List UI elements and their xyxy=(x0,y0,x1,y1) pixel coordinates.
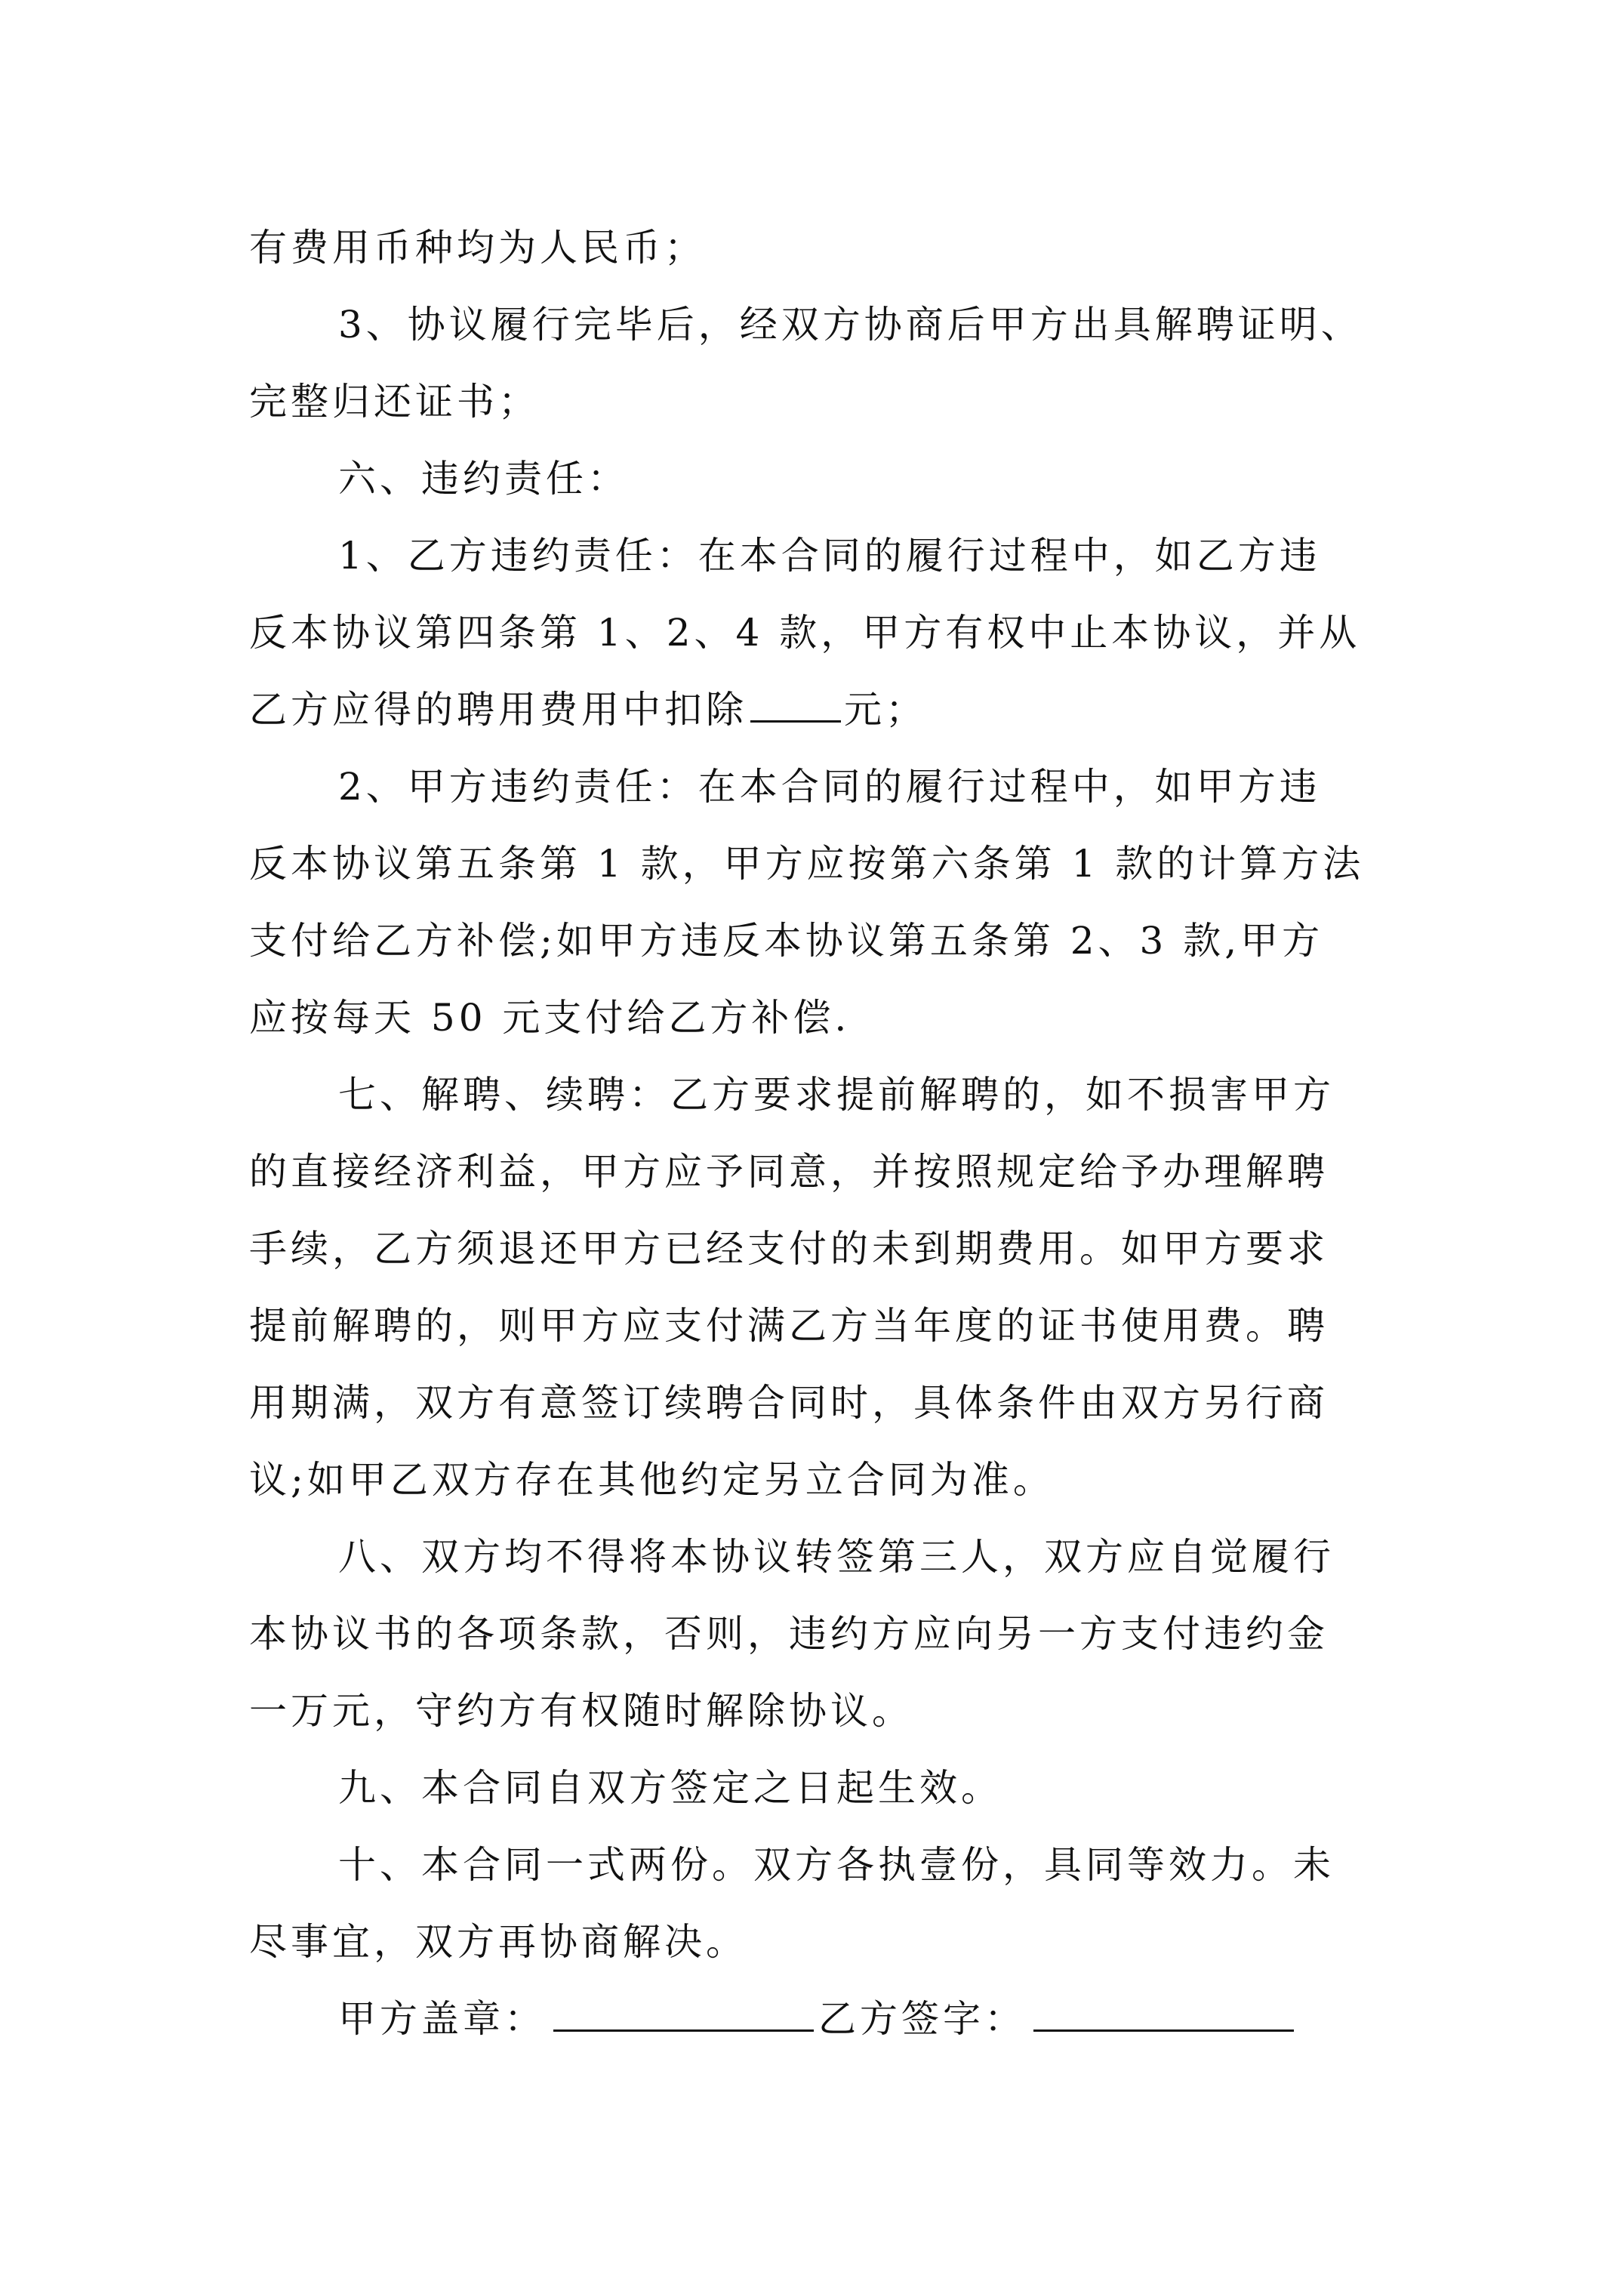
party-a-seal-blank xyxy=(553,1990,814,2032)
text-line: 有费用币种均为人民币； xyxy=(249,226,706,270)
party-a-seal-label: 甲方盖章： xyxy=(338,1997,546,2041)
text-line: 应按每天 50 元支付给乙方补偿. xyxy=(249,996,851,1040)
text-line: 尽事宜，双方再协商解决。 xyxy=(249,1920,747,1964)
text-line: 提前解聘的，则甲方应支付满乙方当年度的证书使用费。聘 xyxy=(249,1304,1329,1348)
section-heading: 六、违约责任： xyxy=(338,457,629,501)
text-line: 反本协议第五条第 1 款，甲方应按第六条第 1 款的计算方法 xyxy=(249,842,1365,886)
text-line-with-blank xyxy=(249,672,1419,747)
section-heading: 七、解聘、续聘：乙方要求提前解聘的，如不损害甲方 xyxy=(338,1073,1335,1117)
text-segment: 乙方应得的聘用费用中扣除 xyxy=(249,688,747,732)
amount-blank xyxy=(750,681,841,723)
text-segment: 元； xyxy=(844,688,927,732)
party-b-signature-label: 乙方签字： xyxy=(818,1997,1026,2041)
text-line: 一万元，守约方有权随时解除协议。 xyxy=(249,1689,913,1733)
text-line: 手续，乙方须退还甲方已经支付的未到期费用。如甲方要求 xyxy=(249,1227,1329,1271)
section-heading: 九、本合同自双方签定之日起生效。 xyxy=(338,1766,1002,1810)
text-line: 反本协议第四条第 1、2、4 款，甲方有权中止本协议，并从 xyxy=(249,611,1361,655)
signature-line xyxy=(338,1981,1508,2057)
text-line: 支付给乙方补偿;如甲方违反本协议第五条第 2、3 款,甲方 xyxy=(249,919,1324,963)
text-line: 完整归还证书； xyxy=(249,380,540,424)
section-heading: 十、本合同一式两份。双方各执壹份，具同等效力。未 xyxy=(338,1843,1335,1887)
party-b-signature-blank xyxy=(1033,1990,1294,2032)
text-line: 的直接经济利益，甲方应予同意，并按照规定给予办理解聘 xyxy=(249,1150,1329,1194)
text-line: 用期满，双方有意签订续聘合同时，具体条件由双方另行商 xyxy=(249,1381,1329,1425)
text-line: 议;如甲乙双方存在其他约定另立合同为准。 xyxy=(249,1458,1055,1502)
text-line: 3、协议履行完毕后，经双方协商后甲方出具解聘证明、 xyxy=(338,303,1363,347)
text-line: 2、甲方违约责任：在本合同的履行过程中，如甲方违 xyxy=(338,765,1321,809)
text-line: 1、乙方违约责任：在本合同的履行过程中，如乙方违 xyxy=(338,534,1321,578)
section-heading: 八、双方均不得将本协议转签第三人，双方应自觉履行 xyxy=(338,1535,1335,1579)
text-line: 本协议书的各项条款，否则，违约方应向另一方支付违约金 xyxy=(249,1612,1329,1656)
